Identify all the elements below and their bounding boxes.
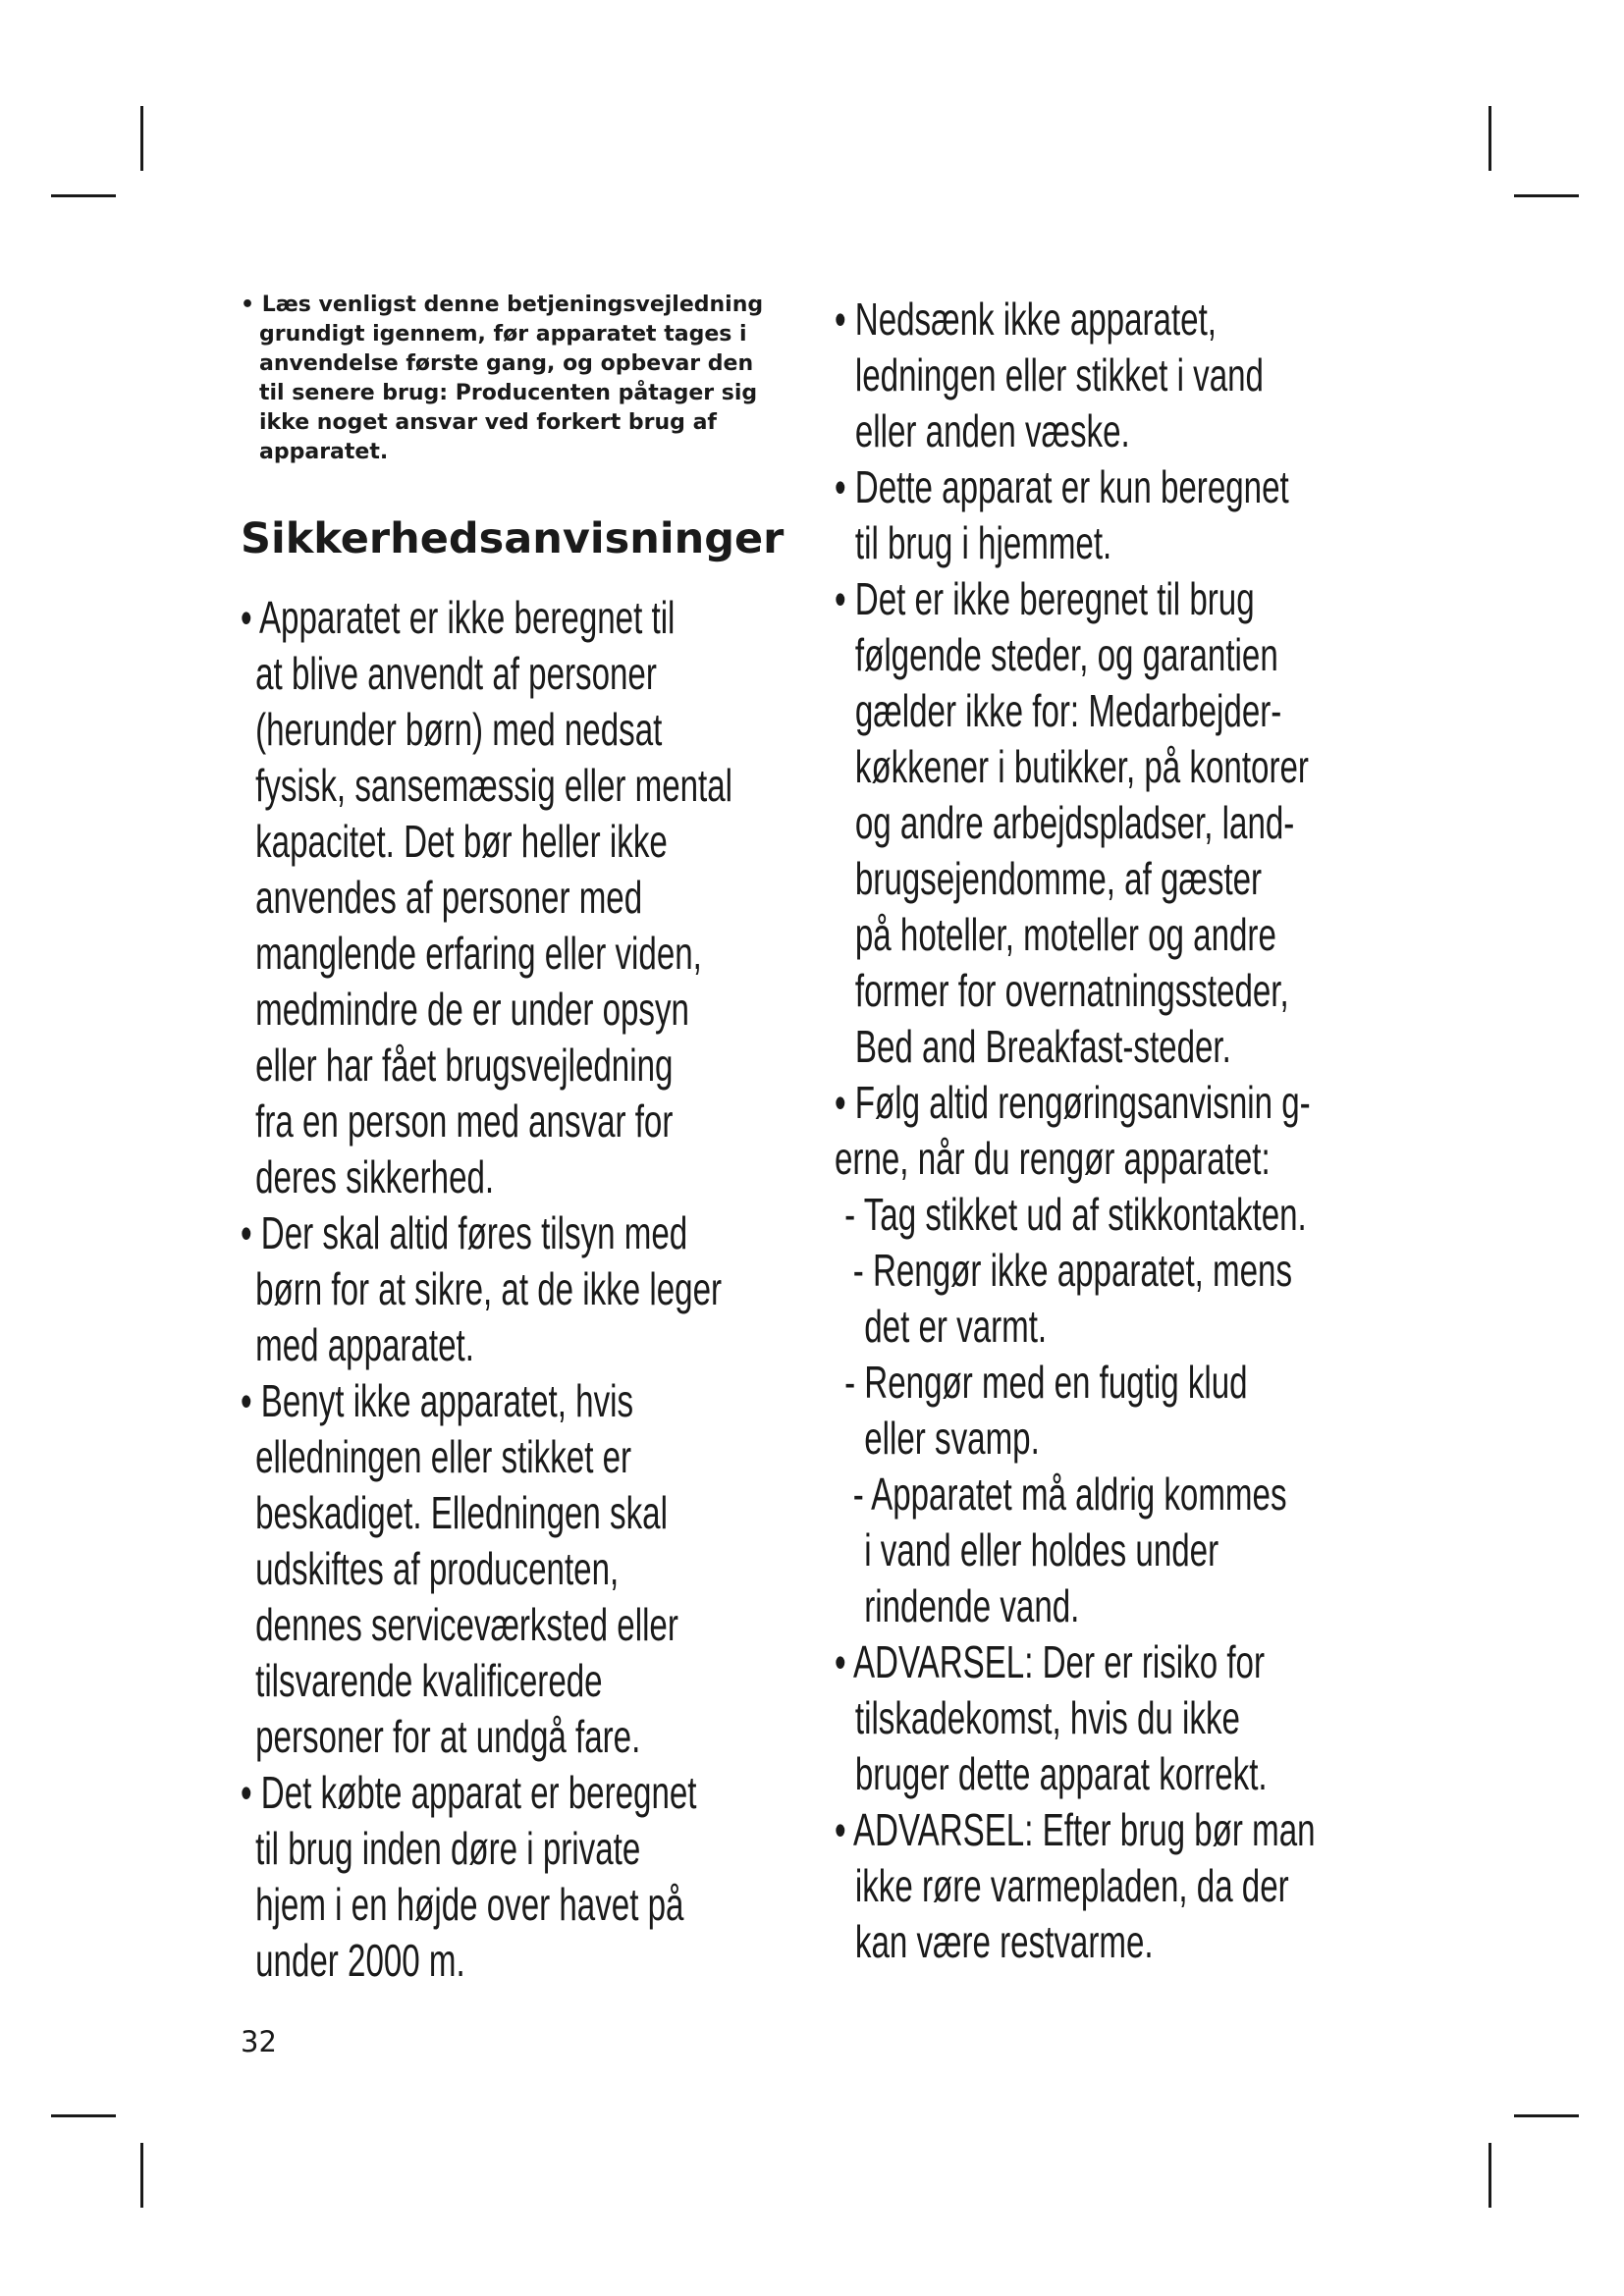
intro-line: til senere brug: Producenten påtager sig <box>259 381 758 405</box>
intro-paragraph <box>241 291 763 467</box>
body-line: udskiftes af producenten, <box>255 1543 620 1594</box>
body-line: tilsvarende kvalificerede <box>255 1655 603 1706</box>
body-line: (herunder børn) med nedsat <box>255 704 663 755</box>
body-line: dennes serviceværksted eller <box>255 1599 678 1650</box>
crop-mark-bottom-left-vertical <box>140 2143 143 2208</box>
body-line: bruger dette apparat korrekt. <box>854 1748 1268 1799</box>
body-line: • Der skal altid føres tilsyn med <box>241 1207 688 1258</box>
body-line: kapacitet. Det bør heller ikke <box>255 816 668 867</box>
body-line: - Rengør ikke apparatet, mens <box>852 1245 1293 1296</box>
body-line: • Det er ikke beregnet til brug <box>835 573 1255 624</box>
body-line: • Benyt ikke apparatet, hvis <box>241 1375 634 1426</box>
body-line: brugsejendomme, af gæster <box>854 853 1263 904</box>
body-line: med apparatet. <box>255 1319 474 1370</box>
body-line: medmindre de er under opsyn <box>255 984 689 1035</box>
body-line: manglende erfaring eller viden, <box>255 928 702 979</box>
page-number: 32 <box>241 2025 277 2058</box>
section-heading: Sikkerhedsanvisninger <box>241 514 785 563</box>
body-line: • ADVARSEL: Efter brug bør man <box>835 1804 1316 1855</box>
body-line: - Apparatet må aldrig kommes <box>852 1468 1287 1520</box>
body-line: gælder ikke for: Medarbejder- <box>854 685 1282 736</box>
intro-line: grundigt igennem, før apparatet tages i <box>259 322 747 347</box>
body-line: børn for at sikre, at de ikke leger <box>255 1263 723 1314</box>
crop-mark-bottom-right-horizontal <box>1514 2114 1579 2117</box>
crop-mark-top-right-vertical <box>1489 106 1491 171</box>
left-column-body <box>241 590 924 1989</box>
body-line: former for overnatningssteder, <box>854 965 1289 1016</box>
body-line: hjem i en højde over havet på <box>255 1879 684 1930</box>
body-line: på hoteller, moteller og andre <box>854 909 1276 960</box>
body-line: eller anden væske. <box>854 405 1130 456</box>
body-line: i vand eller holdes under <box>864 1524 1219 1575</box>
body-line: erne, når du rengør apparatet: <box>835 1133 1271 1184</box>
body-line: fysisk, sansemæssig eller mental <box>255 760 733 811</box>
crop-mark-top-left-vertical <box>140 106 143 171</box>
body-line: - Tag stikket ud af stikkontakten. <box>844 1189 1307 1240</box>
crop-mark-top-right-horizontal <box>1514 194 1579 197</box>
body-line: ledningen eller stikket i vand <box>854 349 1264 400</box>
body-line: til brug inden døre i private <box>255 1823 641 1874</box>
body-line: • Dette apparat er kun beregnet <box>835 461 1289 512</box>
body-line: beskadiget. Elledningen skal <box>255 1487 668 1538</box>
body-line: Bed and Breakfast-steder. <box>854 1021 1231 1072</box>
intro-line: apparatet. <box>259 440 389 464</box>
body-line: ikke røre varmepladen, da der <box>854 1860 1289 1911</box>
body-line: • Det købte apparat er beregnet <box>241 1767 697 1818</box>
body-line: følgende steder, og garantien <box>854 629 1278 680</box>
body-line: elledningen eller stikket er <box>255 1431 632 1482</box>
body-line: eller svamp. <box>864 1413 1040 1464</box>
crop-mark-bottom-left-horizontal <box>51 2114 116 2117</box>
body-line: eller har fået brugsvejledning <box>255 1040 674 1091</box>
body-line: til brug i hjemmet. <box>854 517 1112 568</box>
body-line: • Apparatet er ikke beregnet til <box>241 592 676 643</box>
body-line: anvendes af personer med <box>255 872 643 923</box>
intro-line: anvendelse første gang, og opbevar den <box>259 351 754 376</box>
body-line: • Følg altid rengøringsanvisnin g- <box>835 1077 1311 1128</box>
body-line: • ADVARSEL: Der er risiko for <box>835 1636 1265 1687</box>
body-line: og andre arbejdspladser, land- <box>854 797 1295 848</box>
body-line: køkkener i butikker, på kontorer <box>854 741 1309 792</box>
body-line: • Nedsænk ikke apparatet, <box>835 294 1218 345</box>
body-line: at blive anvendt af personer <box>255 648 657 699</box>
intro-line: • Læs venligst denne betjeningsvejledning <box>241 293 764 317</box>
body-line: personer for at undgå fare. <box>255 1711 641 1762</box>
body-line: - Rengør med en fugtig klud <box>844 1357 1248 1408</box>
body-line: kan være restvarme. <box>854 1916 1154 1967</box>
body-line: under 2000 m. <box>255 1935 465 1986</box>
body-line: rindende vand. <box>864 1580 1080 1631</box>
crop-mark-bottom-right-vertical <box>1489 2143 1491 2208</box>
body-line: deres sikkerhed. <box>255 1151 495 1202</box>
body-line: det er varmt. <box>864 1301 1048 1352</box>
intro-line: ikke noget ansvar ved forkert brug af <box>259 410 717 435</box>
body-line: tilskadekomst, hvis du ikke <box>854 1692 1240 1743</box>
crop-mark-top-left-horizontal <box>51 194 116 197</box>
body-line: fra en person med ansvar for <box>255 1095 674 1147</box>
right-column-body <box>835 292 1502 1970</box>
